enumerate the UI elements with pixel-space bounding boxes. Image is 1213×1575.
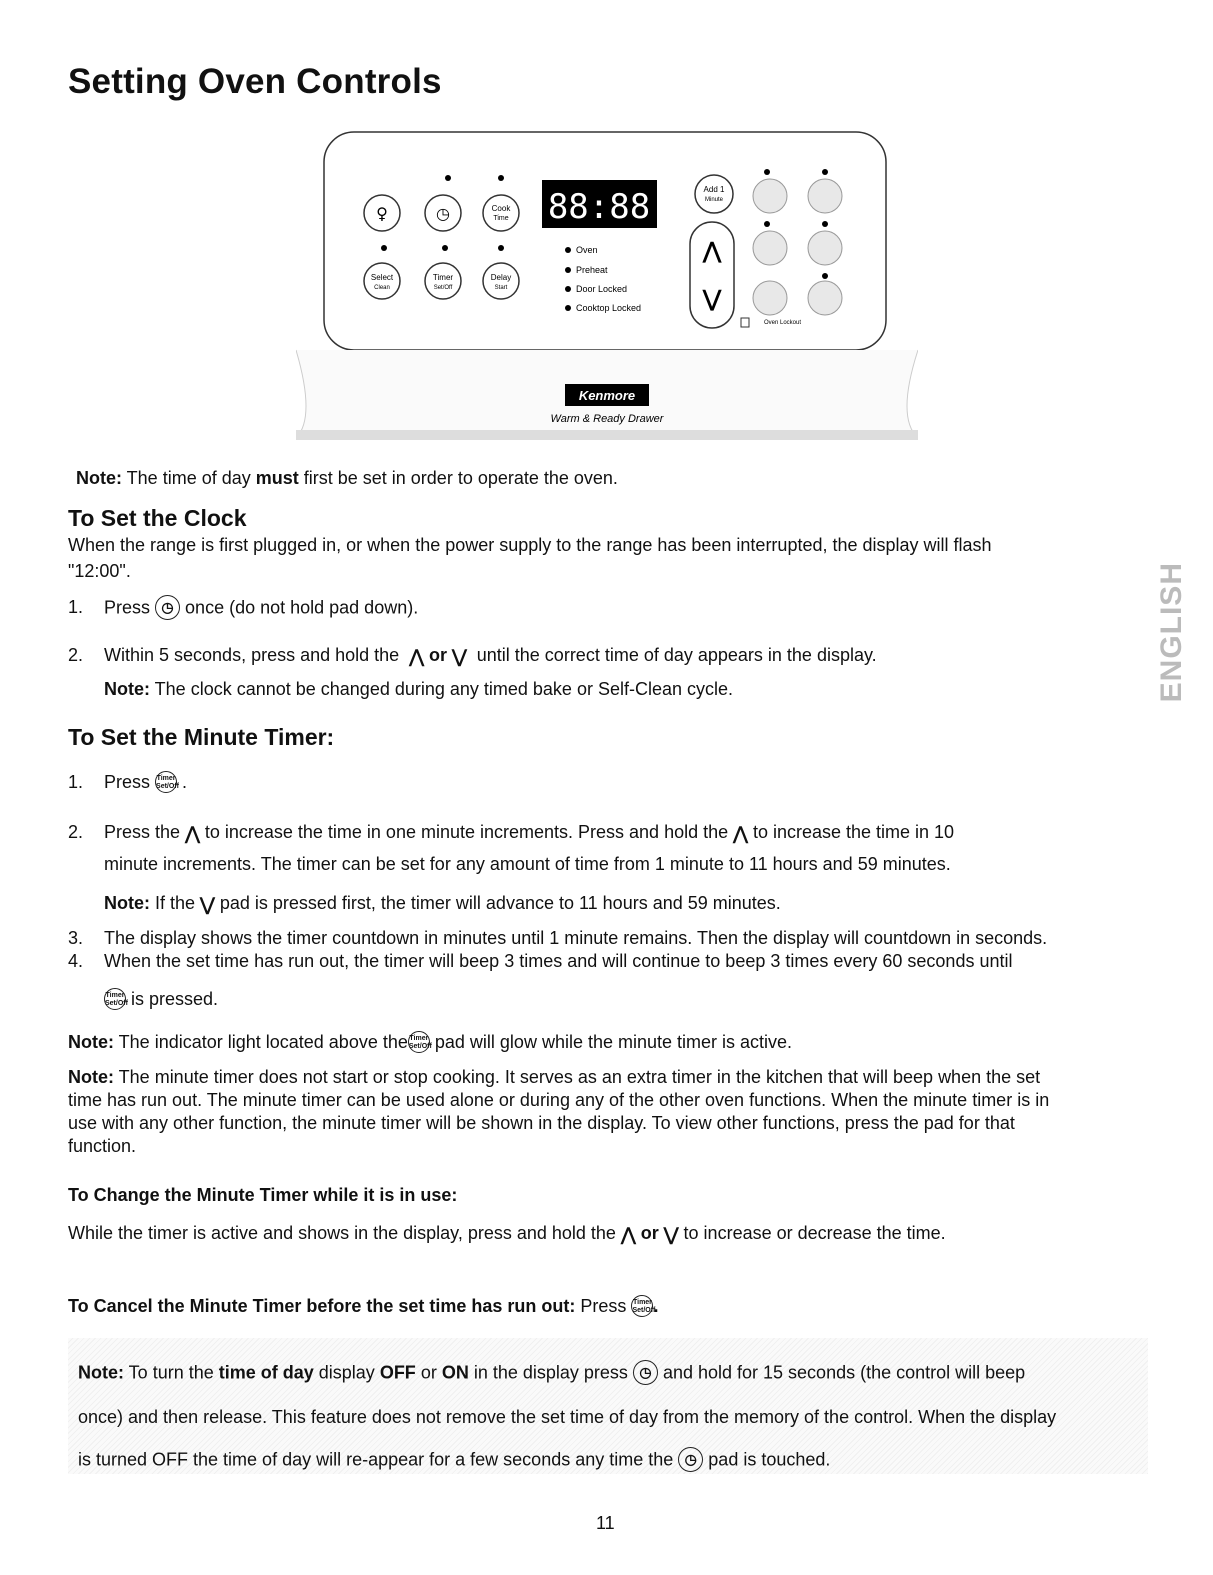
change-heading: To Change the Minute Timer while it is in use:: [68, 1185, 458, 1205]
indicator-dot: [445, 175, 451, 181]
clock-intro-line1: When the range is first plugged in, or when the power supply to the range has been interrupted, the display will flash: [68, 535, 992, 555]
drawer-label: Warm & Ready Drawer: [550, 413, 664, 425]
down-arrow-icon: ⋁: [200, 894, 215, 915]
up-arrow-icon: ⋀: [702, 238, 722, 263]
timer-pad-icon: Timer Set/Off: [408, 1031, 430, 1053]
timer-note-3-line2: time has run out. The minute timer can be used alone or during any of the other oven functions. When the minute timer is in: [68, 1090, 1050, 1110]
down-arrow-icon: ⋁: [451, 646, 467, 667]
svg-text:Select: Select: [370, 273, 394, 282]
bottom-note-line2: once) and then release. This feature does not remove the set time of day from the memory of the control. When the display: [78, 1407, 1057, 1427]
clock-heading: To Set the Clock: [68, 505, 247, 531]
timer-note-3-line4: function.: [68, 1136, 137, 1156]
timer-note-2: Note: The indicator light located above the Timer Set/Off pad will glow while the minute timer is active.: [68, 1032, 793, 1052]
oven-lockout-label: Oven Lockout: [764, 320, 802, 326]
display-digits: 88:88: [547, 187, 651, 227]
panel-frame: [324, 132, 886, 350]
clock-pad-icon: ◷: [633, 1360, 658, 1385]
timer-heading: To Set the Minute Timer:: [68, 724, 335, 750]
timer-step-2: 2. Press the ⋀ to increase the time in one minute increments. Press and hold the ⋀ to increase the time in 10: [68, 822, 955, 844]
clock-step-2: 2. Within 5 seconds, press and hold the ⋀ or ⋁ until the correct time of day appears in the display.: [68, 645, 877, 667]
page-number: 11: [596, 1513, 615, 1533]
svg-text:Door Locked: Door Locked: [576, 284, 628, 294]
svg-text:Start: Start: [494, 285, 508, 291]
up-arrow-icon: ⋀: [733, 823, 748, 844]
timer-step-2-line2: minute increments. The timer can be set for any amount of time from 1 minute to 11 hours and 59 minutes.: [104, 854, 951, 874]
timer-note-3: Note: The minute timer does not start or stop cooking. It serves as an extra timer in the kitchen that will beep when the set: [68, 1067, 1041, 1087]
svg-text:Clean: Clean: [374, 285, 390, 291]
svg-text:Timer: Timer: [432, 273, 454, 282]
timer-step-3: 3. The display shows the timer countdown in minutes until 1 minute remains. Then the display will countdown in seconds.: [68, 928, 1048, 948]
page-title: Setting Oven Controls: [68, 62, 442, 101]
bottom-note-line3: is turned OFF the time of day will re-appear for a few seconds any time the ◷ pad is touched.: [78, 1448, 830, 1473]
svg-text:Oven: Oven: [576, 245, 598, 255]
up-arrow-icon: ⋀: [409, 646, 424, 667]
clock-note: Note: The clock cannot be changed during any timed bake or Self-Clean cycle.: [104, 679, 734, 699]
up-arrow-icon: ⋀: [620, 1224, 636, 1245]
bottom-note-line1: Note: To turn the time of day display OFF or ON in the display press ◷ and hold for 15 seconds (the control will beep: [78, 1361, 1025, 1386]
timer-note-3-line3: use with any other function, the minute timer will be shown in the display. To view other functions, press the pad for that: [68, 1113, 1015, 1133]
control-panel-illustration: [296, 118, 918, 443]
note-top: Note: The time of day must first be set in order to operate the oven.: [76, 468, 618, 488]
language-side-tab: ENGLISH: [1155, 562, 1188, 703]
bulb-icon: ♀: [376, 204, 388, 223]
timer-pad-icon: Timer Set/Off: [104, 988, 126, 1010]
svg-text:Preheat: Preheat: [576, 265, 608, 275]
cook-time-label2: Time: [493, 215, 509, 222]
timer-step-4-line2: Timer Set/Off is pressed.: [105, 989, 219, 1009]
brand-name: Kenmore: [578, 388, 636, 403]
clock-pad-icon: ◷: [678, 1447, 703, 1472]
clock-step-1: 1. Press ◷ once (do not hold pad down).: [68, 596, 83, 618]
timer-step-4: 4. When the set time has run out, the timer will beep 3 times and will continue to beep 3 times every 60 seconds until: [68, 951, 1013, 971]
change-text: While the timer is active and shows in the display, press and hold the ⋀ or ⋁ to increase or decrease the time.: [68, 1223, 946, 1245]
clock-icon: ◷: [436, 204, 450, 223]
cook-time-label: Cook: [491, 204, 511, 213]
indicator-dot: [498, 175, 504, 181]
svg-text:Cooktop Locked: Cooktop Locked: [576, 303, 642, 313]
clock-pad-icon: ◷: [155, 595, 180, 620]
cancel-line: To Cancel the Minute Timer before the set time has run out: Press Timer Set/Off.: [68, 1296, 659, 1316]
svg-text:Delay: Delay: [490, 273, 512, 282]
svg-text:Minute: Minute: [704, 197, 724, 203]
timer-pad-icon: Timer Set/Off: [155, 771, 177, 793]
timer-note-1: Note: If the ⋁ pad is pressed first, the timer will advance to 11 hours and 59 minutes.: [104, 893, 781, 915]
up-arrow-icon: ⋀: [185, 823, 200, 844]
svg-text:Add 1: Add 1: [703, 185, 725, 194]
down-arrow-icon: ⋁: [702, 286, 722, 311]
down-arrow-icon: ⋁: [663, 1224, 679, 1245]
svg-text:Set/Off: Set/Off: [433, 285, 453, 291]
clock-intro-line2: "12:00".: [68, 561, 131, 581]
timer-pad-icon: Timer Set/Off: [631, 1295, 653, 1317]
drawer-base: [296, 430, 918, 440]
timer-step-1: 1. Press Timer Set/Off .: [68, 772, 188, 792]
